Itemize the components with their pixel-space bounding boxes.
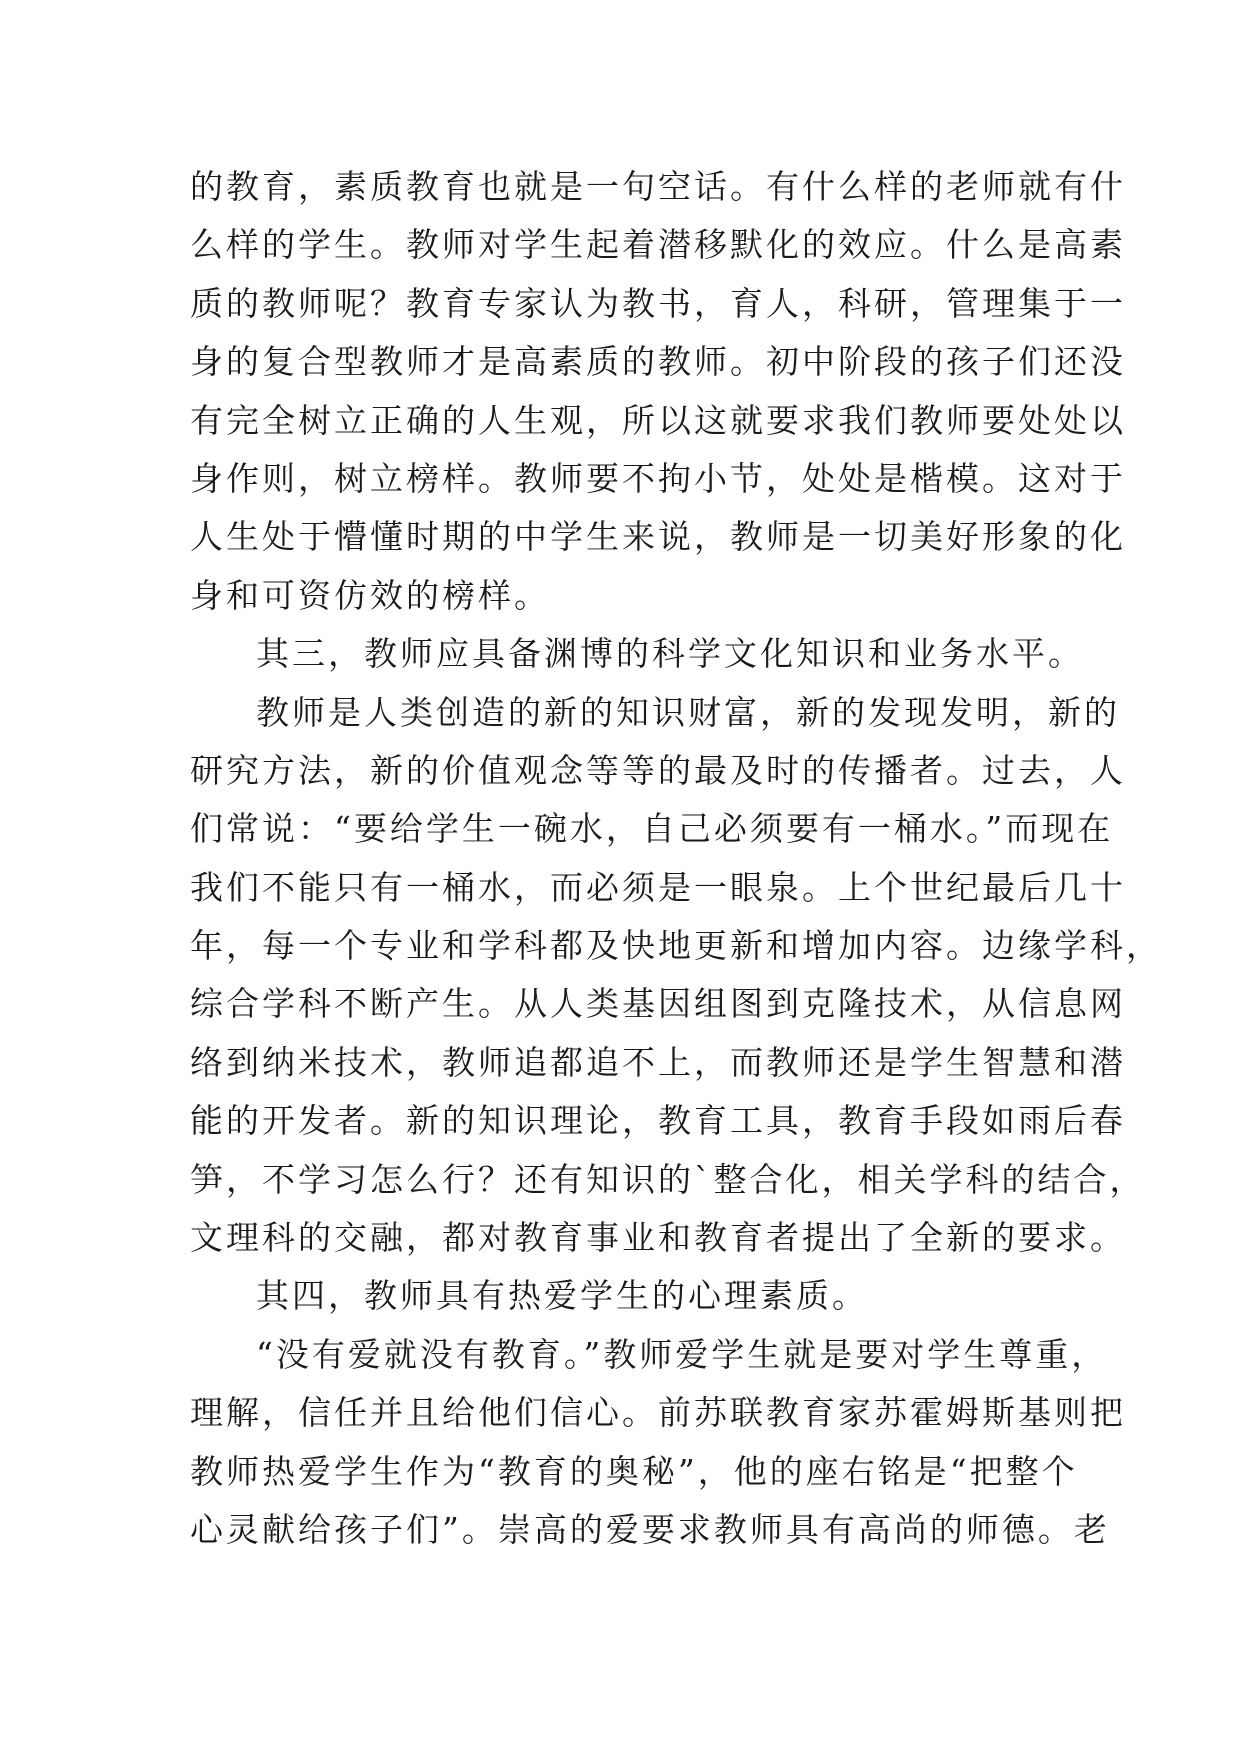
text-line: 们常说：“要给学生一碗水，自己必须要有一桶水。”而现在 — [190, 809, 1114, 849]
paragraph-start-line: “没有爱就没有教育。”教师爱学生就是要对学生尊重， — [256, 1334, 1108, 1374]
text-line: 年，每一个专业和学科都及快地更新和增加内容。边缘学科， — [190, 926, 1162, 966]
text-line: 的教育，素质教育也就是一句空话。有什么样的老师就有什 — [190, 167, 1126, 206]
document-body — [190, 158, 1162, 1559]
text-line: 络到纳米技术，教师追都追不上，而教师还是学生智慧和潜 — [190, 1042, 1126, 1082]
text-line: 身和可资仿效的榜样。 — [190, 575, 550, 615]
text-line: 身的复合型教师才是高素质的教师。初中阶段的孩子们还没 — [190, 342, 1126, 382]
text-line: 教师热爱学生作为“教育的奥秘”，他的座右铭是“把整个 — [190, 1451, 1078, 1491]
paragraph-start-line: 教师是人类创造的新的知识财富，新的发现发明，新的 — [256, 692, 1120, 732]
text-line: 理解，信任并且给他们信心。前苏联教育家苏霍姆斯基则把 — [190, 1393, 1126, 1433]
text-line: 有完全树立正确的人生观，所以这就要求我们教师要处处以 — [190, 400, 1126, 440]
text-line: 笋，不学习怎么行？还有知识的`整合化，相关学科的结合， — [190, 1159, 1146, 1199]
paragraph-start-line: 其四，教师具有热爱学生的心理素质。 — [256, 1276, 868, 1316]
text-line: 我们不能只有一桶水，而必须是一眼泉。上个世纪最后几十 — [190, 867, 1126, 907]
text-line: 质的教师呢？教育专家认为教书，育人，科研，管理集于一 — [190, 283, 1126, 323]
text-line: 么样的学生。教师对学生起着潜移默化的效应。什么是高素 — [190, 225, 1126, 265]
text-line: 文理科的交融，都对教育事业和教育者提出了全新的要求。 — [190, 1218, 1126, 1258]
text-line: 能的开发者。新的知识理论，教育工具，教育手段如雨后春 — [190, 1101, 1126, 1141]
text-line: 研究方法，新的价值观念等等的最及时的传播者。过去，人 — [190, 750, 1126, 790]
text-line: 身作则，树立榜样。教师要不拘小节，处处是楷模。这对于 — [190, 458, 1126, 498]
text-line: 心灵献给孩子们”。崇高的爱要求教师具有高尚的师德。老 — [190, 1509, 1110, 1549]
text-line: 综合学科不断产生。从人类基因组图到克隆技术，从信息网 — [190, 984, 1126, 1024]
text-line: 人生处于懵懂时期的中学生来说，教师是一切美好形象的化 — [190, 517, 1126, 557]
paragraph-start-line: 其三，教师应具备渊博的科学文化知识和业务水平。 — [256, 634, 1084, 674]
